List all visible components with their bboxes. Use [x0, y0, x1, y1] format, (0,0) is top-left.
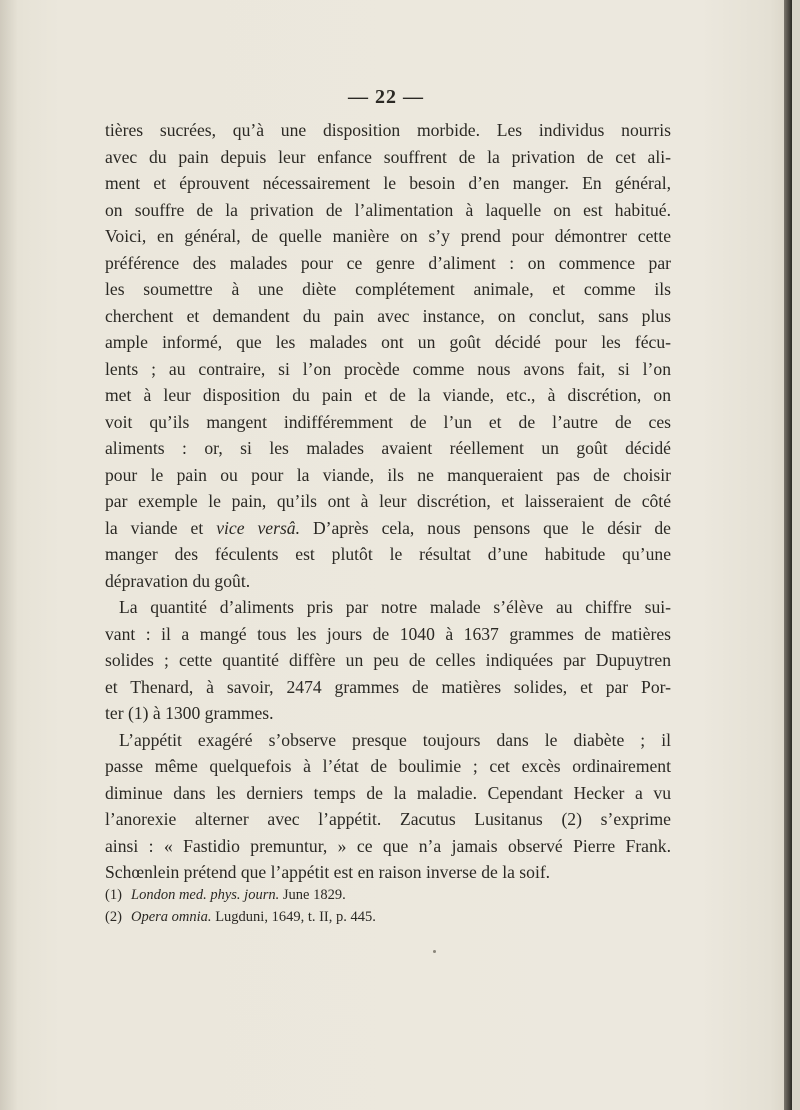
- text-line: ainsi : « Fastidio premuntur, » ce que n’a jamais observé Pierre Frank.: [105, 835, 671, 856]
- footnote-number: (2): [105, 909, 122, 925]
- text-line: tières sucrées, qu’à une disposition morbide. Les individus nourris: [105, 120, 671, 140]
- text-line: et Thenard, à savoir, 2474 grammes de matières solides, et par Por-: [105, 676, 671, 697]
- paragraph-2: [105, 594, 671, 727]
- text-line: cherchent et demandent du pain avec instance, on conclut, sans plus: [105, 305, 671, 326]
- body-text: [105, 117, 671, 886]
- text-line: voit qu’ils mangent indifféremment de l’un et de l’autre de ces: [105, 411, 671, 432]
- text-line: met à leur disposition du pain et de la viande, etc., à discrétion, on: [105, 385, 671, 405]
- text-line: ment et éprouvent nécessairement le besoin d’en manger. En général,: [105, 173, 671, 193]
- text-line: vant : il a mangé tous les jours de 1040 à 1637 grammes de matières: [105, 623, 671, 644]
- page-number: — 22 —: [348, 86, 424, 108]
- text-line: Voici, en général, de quelle manière on s’y prend pour démontrer cette: [105, 226, 671, 246]
- text-line: Schœnlein prétend que l’appétit est en raison inverse de la soif.: [105, 862, 551, 882]
- ink-speck: [433, 950, 436, 953]
- text-line: La quantité d’aliments pris par notre malade s’élève au chiffre sui-: [119, 597, 671, 617]
- footnote-number: (1): [105, 887, 122, 903]
- text-line: lents ; au contraire, si l’on procède comme nous avons fait, si l’on: [105, 358, 671, 379]
- text-segment: D’après cela, nous pensons que le désir de: [300, 517, 671, 538]
- text-line: préférence des malades pour ce genre d’aliment : on commence par: [105, 252, 671, 273]
- italic-phrase: vice versâ.: [216, 517, 300, 538]
- footnote-detail: June 1829.: [279, 887, 346, 903]
- text-line: ter (1) à 1300 grammes.: [105, 703, 274, 723]
- text-line: les soumettre à une diète complétement animale, et comme ils: [105, 279, 671, 299]
- text-line: on souffre de la privation de l’alimentation à laquelle on est habitué.: [105, 199, 671, 220]
- text-line: avec du pain depuis leur enfance souffrent de la privation de cet ali-: [105, 146, 671, 167]
- footnote-detail: Lugduni, 1649, t. II, p. 445.: [211, 909, 376, 925]
- text-line: manger des féculents est plutôt le résultat d’une habitude qu’une: [105, 544, 671, 564]
- text-line: l’anorexie alterner avec l’appétit. Zacutus Lusitanus (2) s’exprime: [105, 809, 671, 829]
- footnotes: [105, 884, 625, 928]
- footnote-2: [105, 906, 625, 928]
- paragraph-1: [105, 117, 671, 594]
- footnote-1: [105, 884, 625, 906]
- text-line: pour le pain ou pour la viande, ils ne manqueraient pas de choisir: [105, 464, 671, 485]
- text-line: diminue dans les derniers temps de la maladie. Cependant Hecker a vu: [105, 782, 671, 803]
- text-line: aliments : or, si les malades avaient réellement un goût décidé: [105, 438, 671, 458]
- text-line: solides ; cette quantité diffère un peu de celles indiquées par Dupuytren: [105, 650, 671, 670]
- text-line: passe même quelquefois à l’état de boulimie ; cet excès ordinairement: [105, 756, 671, 776]
- page-edge: [784, 0, 792, 1110]
- text-line: ample informé, que les malades ont un goût décidé pour les fécu-: [105, 332, 671, 352]
- paragraph-3: [105, 727, 671, 886]
- text-line: dépravation du goût.: [105, 570, 251, 591]
- footnote-source: Opera omnia.: [131, 909, 212, 925]
- footnote-source: London med. phys. journ.: [131, 887, 280, 903]
- text-line-with-italic: [105, 515, 671, 542]
- text-line: par exemple le pain, qu’ils ont à leur discrétion, et laisseraient de côté: [105, 491, 671, 511]
- text-line: L’appétit exagéré s’observe presque toujours dans le diabète ; il: [119, 729, 671, 750]
- text-segment: la viande et: [105, 517, 217, 538]
